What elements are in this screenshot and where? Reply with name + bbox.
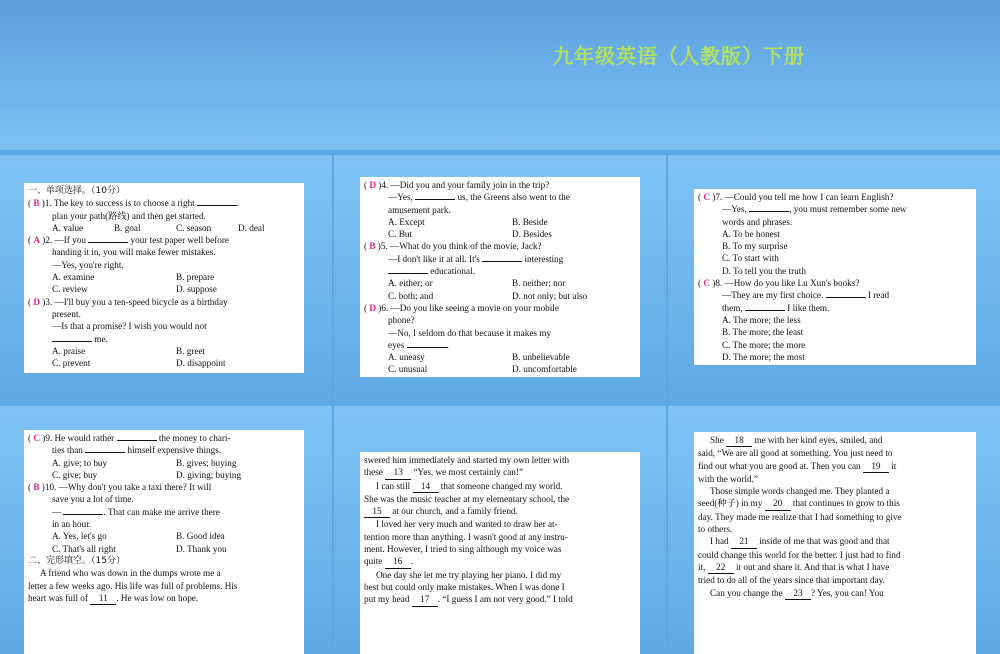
question-5: ( B )5. —What do you think of the movie, Jack? bbox=[364, 241, 542, 252]
answer: D bbox=[33, 296, 40, 307]
options: A. Except B. Beside bbox=[388, 216, 548, 227]
answer: B bbox=[33, 482, 40, 493]
slide-thumbnail-5[interactable] bbox=[334, 406, 666, 654]
blank bbox=[85, 452, 125, 453]
options: A. Yes, let's go B. Good idea bbox=[52, 531, 225, 542]
options: A. uneasy B. unbelievable bbox=[388, 352, 570, 363]
question-1: ( B )1. The key to success is to choose a right . bbox=[28, 198, 240, 209]
blank bbox=[749, 211, 789, 212]
blank bbox=[482, 261, 522, 262]
section-heading: 一、单项选择。（10分） bbox=[28, 186, 125, 196]
blank bbox=[63, 514, 103, 515]
question-card: 一、单项选择。（10分） ( B )1. The key to success is to choose a right . plan your path(路线) and then get started. A. value B. goal C. season D. deal ( A )2. —If you your test paper well before handing it in, you will make fewer mistakes. —Yes, you're right. A. examine B. prepare C. review D. suppose ( D )3. —I'll buy you a ten-speed bicycle as a birthday present. —Is that a promise? I wish you would not me. A. praise B. greet C. prevent D. disappoint bbox=[24, 183, 304, 373]
blank-number: 16 bbox=[385, 555, 411, 568]
page-title: 九年级英语（人教版）下册 bbox=[553, 44, 805, 68]
question-card: ( C )7. —Could you tell me how I can learn English? —Yes, , you must remember some new words and phrases. A. To be honest B. To my surprise C. To start with D. To tell you the truth ( C )8. —How do you like Lu Xun's books? —They are my first choice. I read them, I like them. A. The more; the less B. The more; the least C. The more; the more D. The more; the most bbox=[694, 189, 976, 365]
blank-number: 15 bbox=[364, 505, 390, 518]
header-banner bbox=[0, 0, 1000, 150]
section-heading: 二、完形填空。（15分） bbox=[28, 555, 125, 566]
options: C. But D. Besides bbox=[388, 229, 552, 240]
options: C. give; buy D. giving; buying bbox=[52, 469, 242, 480]
question-7: ( C )7. —Could you tell me how I can learn English? bbox=[698, 192, 894, 202]
slide-thumbnail-1[interactable] bbox=[0, 155, 332, 403]
blank-number: 14 bbox=[413, 480, 439, 493]
options: A. either; or B. neither; nor bbox=[388, 278, 566, 289]
blank-number: 23 bbox=[785, 587, 811, 600]
blank-number: 22 bbox=[708, 561, 734, 574]
answer: C bbox=[703, 192, 710, 202]
blank bbox=[388, 273, 428, 274]
question-9: ( C )9. He would rather the money to chari- bbox=[28, 433, 231, 443]
blank bbox=[117, 440, 157, 441]
slide-thumbnail-4[interactable] bbox=[0, 406, 332, 654]
blank bbox=[407, 347, 447, 348]
blank-number: 13 bbox=[385, 466, 411, 479]
passage-card: She 18 me with her kind eyes, smiled, and said, “We are all good at something. You just need to find out what you are good at. Then you can 19 it with the world.” Those simple words changed me. They planted a seed(种子) in my 20 that continues to grow to this day. They made me realize that I had something to give to others. I had 21 inside of me that was good and that could change this world for the better. I just had to find it, 22 it out and share it. And that is what I have tried to do all of the years since that important day. Can you change the 23 ? Yes, you can! You bbox=[694, 432, 976, 654]
answer: D bbox=[369, 302, 376, 313]
slide-thumbnail-6[interactable] bbox=[668, 406, 1000, 654]
question-card: ( C )9. He would rather the money to chari- ties than himself expensive things. A. give; to buy B. gives; buying C. give; buy D. giving; buying ( B )10. —Why don't you take a taxi there? It will save you a lot of time. — . That can make me arrive there in an hour. A. Yes, let's go B. Good idea C. That's all right D. Thank you 二、完形填空。（15分） A friend who was down in the dumps wrote me a letter a few weeks ago. His life was full of problems. His heart was full of 11 . He was low on hope. bbox=[24, 430, 304, 654]
slide-thumbnail-3[interactable] bbox=[668, 155, 1000, 403]
question-3: ( D )3. —I'll buy you a ten-speed bicycle as a birthday bbox=[28, 296, 228, 307]
options: C. prevent D. disappoint bbox=[52, 358, 226, 369]
options: A. value B. goal C. season D. deal bbox=[52, 222, 265, 233]
blank-number: 19 bbox=[863, 460, 889, 473]
blank bbox=[415, 199, 455, 200]
answer: B bbox=[33, 198, 40, 209]
blank-number: 11 bbox=[90, 592, 116, 605]
blank-number: 18 bbox=[726, 434, 752, 447]
question-card: ( D )4. —Did you and your family join in the trip? —Yes, us, the Greens also went to the amusement park. A. Except B. Beside C. But D. Besides ( B )5. —What do you think of the movie, Jack? —I don't like it at all. It's interesting educational. A. either; or B. neither; nor C. both; and D. not only; but also ( D )6. —Do you like seeing a movie on your mobile phone? —No, I seldom do that because it makes my eyes . A. uneasy B. unbelievable C. unusual D. uncomfortable bbox=[360, 177, 640, 377]
passage-card: swered him immediately and started my own letter with these 13 “Yes, we most certainly can!” I can still 14 that someone changed my world. She was the music teacher at my elementary school, the 15 at our church, and a family friend. I loved her very much and wanted to draw her at- tention more than anything. I wasn't good at any instru- ment. However, I tried to sing although my voice was quite 16 . One day she let me try playing her piano. I did my best but could only make mistakes. When I was done I put my head 17 . “I guess I am not very good.” I told bbox=[360, 452, 640, 654]
options: A. give; to buy B. gives; buying bbox=[52, 457, 237, 468]
answer: A bbox=[33, 235, 40, 246]
blank bbox=[826, 297, 866, 298]
blank bbox=[197, 205, 237, 206]
options: C. review D. suppose bbox=[52, 284, 217, 295]
answer: B bbox=[369, 241, 376, 252]
options: C. both; and D. not only; but also bbox=[388, 290, 588, 301]
question-2: ( A )2. —If you your test paper well before bbox=[28, 235, 230, 246]
blank bbox=[88, 242, 128, 243]
question-8: ( C )8. —How do you like Lu Xun's books? bbox=[698, 278, 860, 289]
blank bbox=[52, 341, 92, 342]
options: C. unusual D. uncomfortable bbox=[388, 364, 577, 375]
slide-thumbnail-2[interactable] bbox=[334, 155, 666, 403]
blank bbox=[745, 310, 785, 311]
blank-number: 20 bbox=[765, 497, 791, 510]
answer: D bbox=[369, 180, 376, 190]
answer: C bbox=[33, 433, 40, 443]
question-4: ( D )4. —Did you and your family join in the trip? bbox=[364, 180, 550, 190]
options: A. praise B. greet bbox=[52, 345, 206, 356]
options: C. That's all right D. Thank you bbox=[52, 543, 227, 554]
blank-number: 17 bbox=[412, 593, 438, 606]
question-10: ( B )10. —Why don't you take a taxi there? It will bbox=[28, 482, 212, 493]
blank-number: 21 bbox=[731, 535, 757, 548]
answer: C bbox=[703, 278, 710, 289]
options: A. examine B. prepare bbox=[52, 272, 215, 283]
question-6: ( D )6. —Do you like seeing a movie on your mobile bbox=[364, 302, 559, 313]
